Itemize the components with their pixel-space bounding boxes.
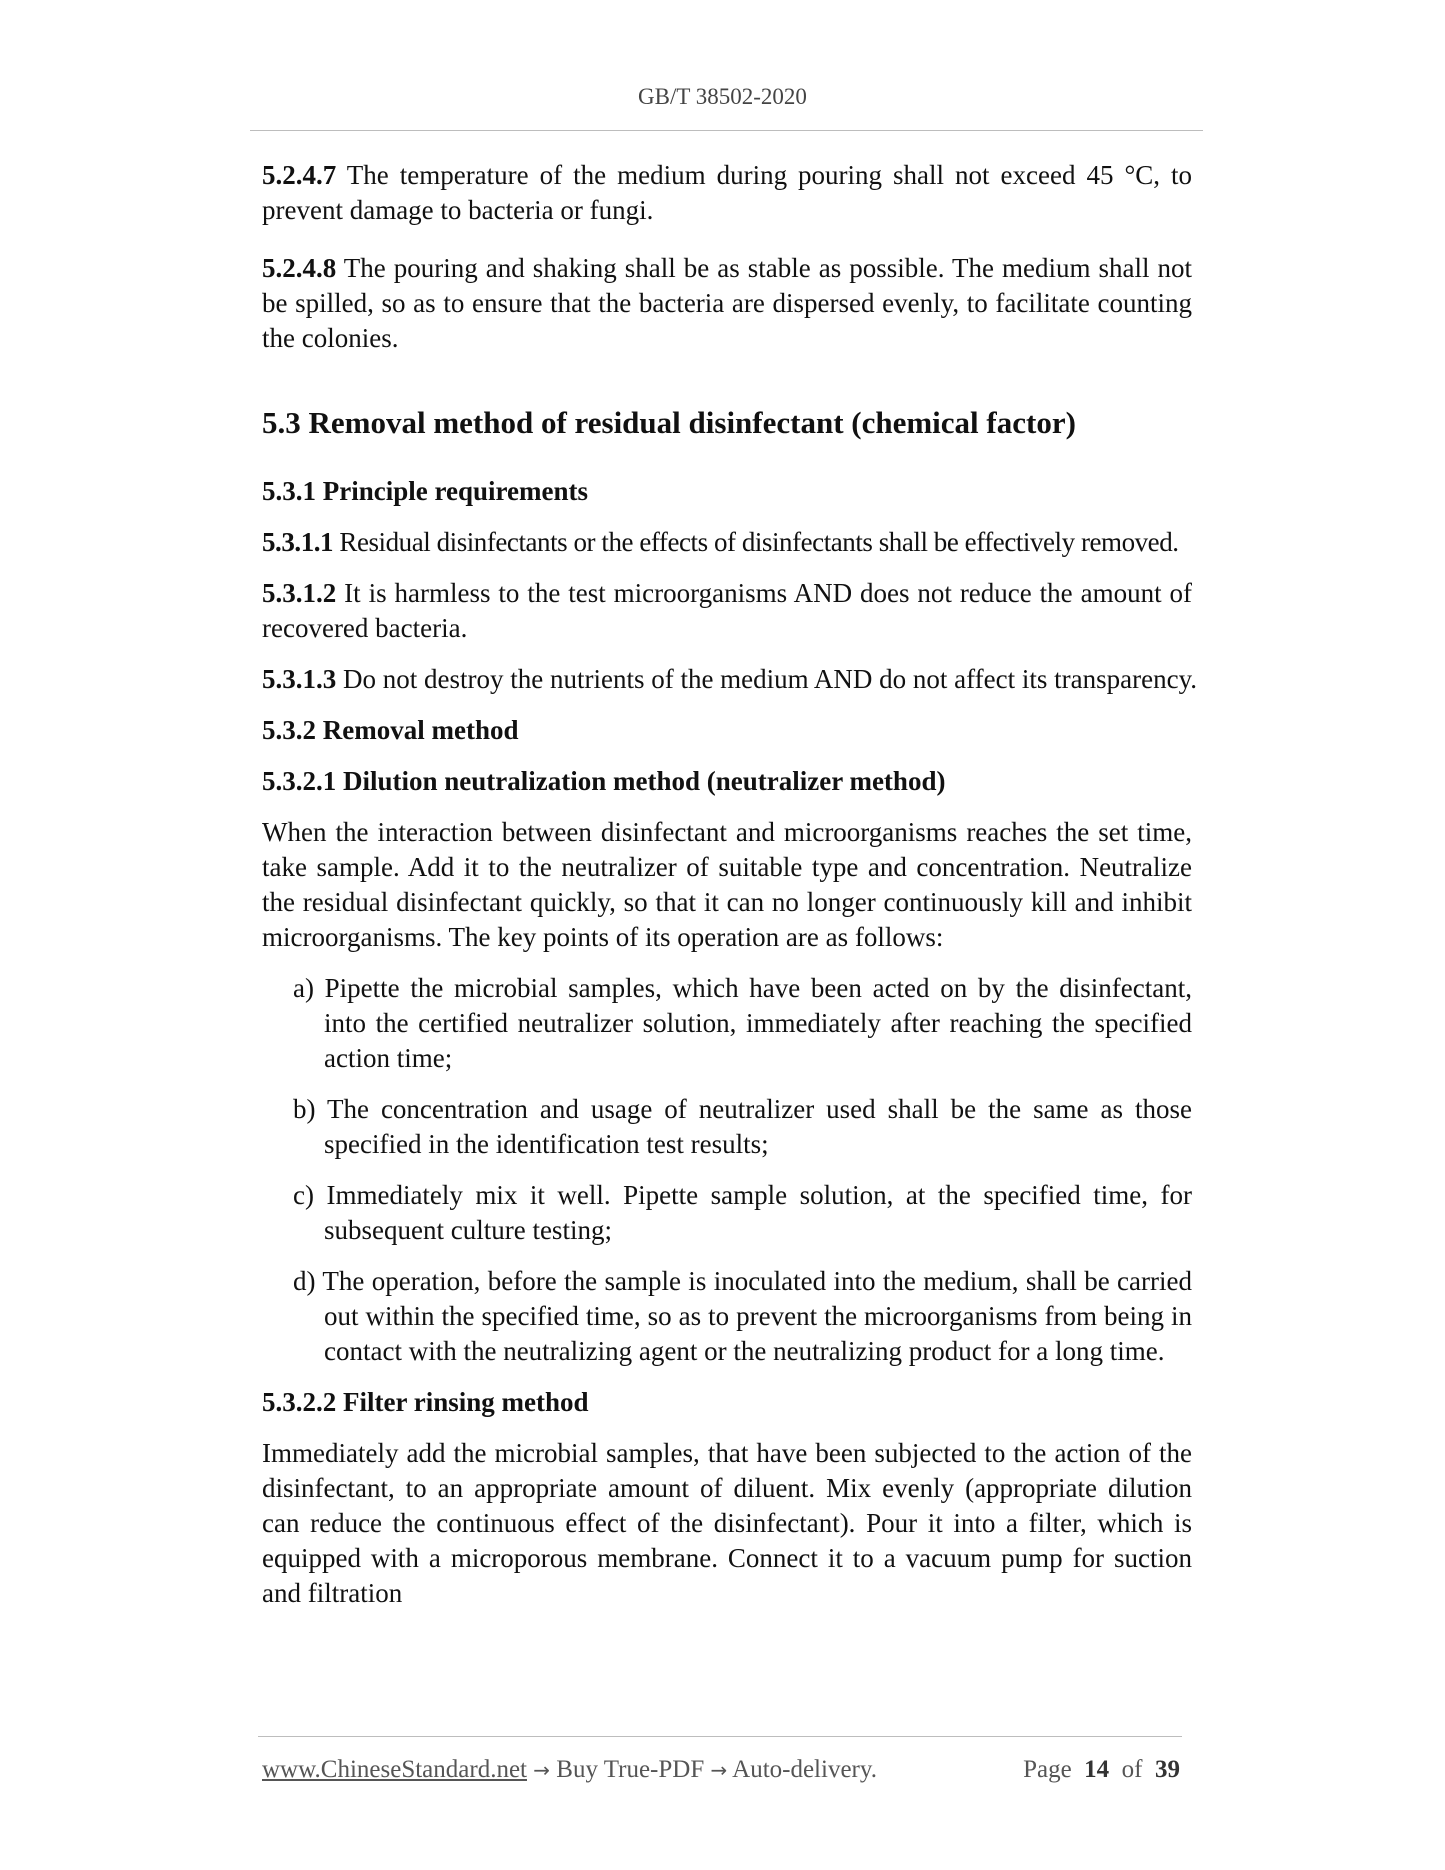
page-indicator xyxy=(1023,1756,1180,1784)
list-item-c: c) Immediately mix it well. Pipette sample solution, at the specified time, for subsequent culture testing; xyxy=(293,1180,1192,1245)
subsection-heading-5-3-1: 5.3.1 Principle requirements xyxy=(262,476,588,506)
website-link[interactable]: www.ChineseStandard.net xyxy=(262,1756,527,1783)
clause-text: It is harmless to the test microorganisms AND does not reduce the amount of recovered bacteria. xyxy=(262,578,1192,643)
clause-text: The temperature of the medium during pouring shall not exceed 45 °C, to prevent damage to bacteria or fungi. xyxy=(262,160,1192,225)
clause-text: The pouring and shaking shall be as stable as possible. The medium shall not be spilled, so as to ensure that the bacteria are dispersed evenly, to facilitate counting the colonies. xyxy=(262,253,1192,353)
document-header: GB/T 38502-2020 xyxy=(638,84,807,109)
clause-number: 5.3.1.2 xyxy=(262,578,337,608)
subsection-heading-5-3-2: 5.3.2 Removal method xyxy=(262,715,519,745)
clause-number: 5.2.4.8 xyxy=(262,253,337,283)
clause-5-3-1-1 xyxy=(262,525,1192,560)
section-heading-5-3: 5.3 Removal method of residual disinfectant (chemical factor) xyxy=(262,405,1076,440)
clause-5-3-1-3 xyxy=(262,662,1198,697)
clause-number: 5.3.1.3 xyxy=(262,664,337,694)
paragraph-dilution-method: When the interaction between disinfectant and microorganisms reaches the set time, take sample. Add it to the neutralizer of suitable type and concentration. Neutralize the residual disinfectant quickly, so that it can no longer continuously kill and inhibit microorganisms. The key points of its operation are as follows: xyxy=(262,817,1192,952)
page-label: Page xyxy=(1023,1756,1072,1783)
clause-5-3-1-2 xyxy=(262,576,1192,646)
list-item-d: d) The operation, before the sample is inoculated into the medium, shall be carried out within the specified time, so as to prevent the microorganisms from being in contact with the neutralizing agent or the neutralizing product for a long time. xyxy=(293,1266,1192,1366)
footer-divider xyxy=(258,1736,1182,1737)
of-label: of xyxy=(1121,1756,1143,1783)
paragraph-filter-rinsing: Immediately add the microbial samples, that have been subjected to the action of the disinfectant, to an appropriate amount of diluent. Mix evenly (appropriate dilution can reduce the continuous effect of the disinfectant). Pour it into a filter, which is equipped with a microporous membrane. Connect it to a vacuum pump for suction and filtration xyxy=(262,1438,1192,1608)
auto-delivery-text: Auto-delivery. xyxy=(727,1756,877,1783)
buy-pdf-text: Buy True-PDF xyxy=(550,1756,711,1783)
page-footer xyxy=(262,1756,1182,1784)
header-divider xyxy=(250,130,1203,131)
document-body xyxy=(262,158,1198,1611)
list-item-b: b) The concentration and usage of neutralizer used shall be the same as those specified in the identification test results; xyxy=(293,1094,1192,1159)
clause-5-2-4-7 xyxy=(262,158,1192,228)
arrow-right-icon: → xyxy=(710,1758,728,1782)
subsection-heading-5-3-2-1: 5.3.2.1 Dilution neutralization method (neutralizer method) xyxy=(262,766,946,796)
subsection-heading-5-3-2-2: 5.3.2.2 Filter rinsing method xyxy=(262,1387,589,1417)
clause-5-2-4-8 xyxy=(262,251,1192,356)
clause-text: Residual disinfectants or the effects of disinfectants shall be effectively removed. xyxy=(333,527,1179,557)
clause-number: 5.2.4.7 xyxy=(262,160,337,190)
page-number: 14 xyxy=(1084,1756,1110,1783)
arrow-right-icon: → xyxy=(533,1758,551,1782)
page-total: 39 xyxy=(1155,1756,1180,1783)
clause-text: Do not destroy the nutrients of the medium AND do not affect its transparency. xyxy=(336,664,1198,694)
clause-number: 5.3.1.1 xyxy=(262,527,334,557)
list-item-a: a) Pipette the microbial samples, which have been acted on by the disinfectant, into the certified neutralizer solution, immediately after reaching the specified action time; xyxy=(293,973,1192,1073)
